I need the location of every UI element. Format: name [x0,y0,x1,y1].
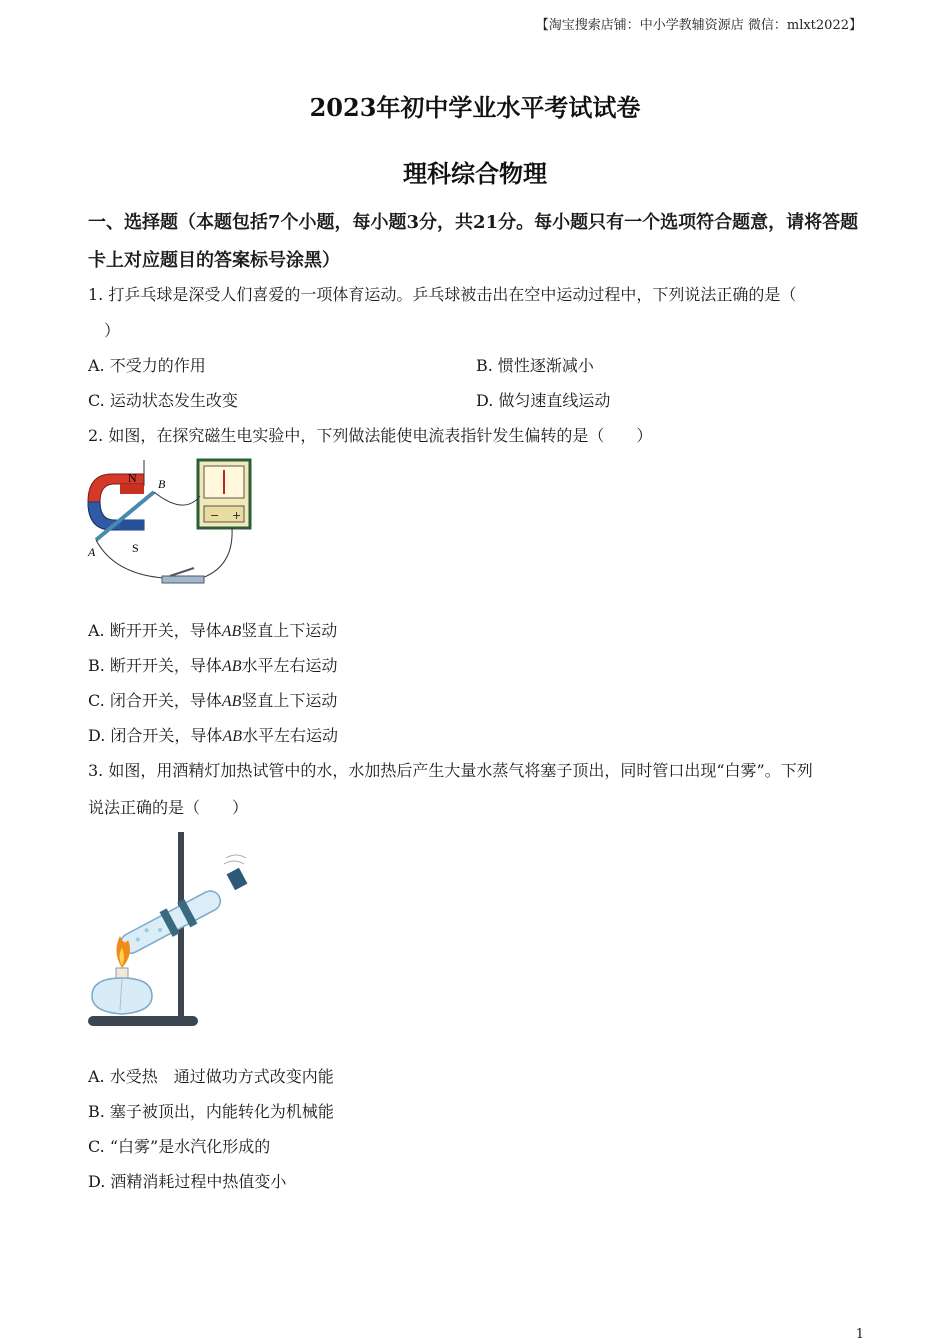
q3-option-c: C. “白雾”是水汽化形成的 [88,1137,271,1156]
q2-option-a-prefix: A. 断开开关，导体 [88,621,222,640]
q1-option-a: A. 不受力的作用 [88,356,206,375]
q1-stem: 1. 打乒乓球是深受人们喜爱的一项体育运动。乒乓球被击出在空中运动过程中，下列说法正确的是（ [88,285,797,304]
q3-option-d: D. 酒精消耗过程中热值变小 [88,1172,287,1191]
q2-option-a-var: AB [221,623,242,640]
q3-option-b: B. 塞子被顶出，内能转化为机械能 [88,1102,334,1121]
q2-option-d-prefix: D. 闭合开关，导体 [88,726,223,745]
q3-option-a: A. 水受热 通过做功方式改变内能 [88,1067,334,1086]
switch-lever [170,568,194,576]
q2-option-c-var: AB [221,693,242,710]
q2-option-b [88,656,338,677]
svg-text:+: + [232,509,242,522]
q2-option-d [88,726,338,747]
q2-stem: 2. 如图，在探究磁生电实验中，下列做法能使电流表指针发生偏转的是（ ） [88,426,653,445]
exam-title: 2023年初中学业水平考试试卷 [309,93,641,122]
q2-option-d-var: AB [222,728,242,745]
label-s: S [132,541,139,555]
conductor-ab [96,492,154,540]
q3-figure-alcohol-lamp [84,828,256,1034]
label-n: N [128,471,137,485]
label-a: A [88,545,96,559]
svg-text:−: − [210,509,220,522]
q2-option-c-prefix: C. 闭合开关，导体 [88,691,222,710]
q1-stem-cont: ） [104,321,121,340]
magnet-n-pole [120,484,144,494]
switch-base [162,576,204,583]
q2-option-b-suffix: 水平左右运动 [241,656,338,675]
q2-figure-magnet-circuit [84,456,260,592]
section-heading: 一、选择题（本题包括7个小题，每小题3分，共21分。每小题只有一个选项符合题意，请将答题卡上对应题目的答案标号涂黑） [88,212,859,271]
q1-option-d: D. 做匀速直线运动 [476,391,611,410]
exam-subtitle: 理科综合物理 [403,159,547,188]
q2-option-a-suffix: 竖直上下运动 [241,621,338,640]
test-tube [115,884,225,960]
page-number: 1 [855,1327,864,1342]
q2-option-c [88,691,337,712]
q1-option-b: B. 惯性逐渐减小 [476,356,594,375]
magnet-s-pole [120,520,144,530]
q3-stem-cont: 说法正确的是（ ） [88,798,249,817]
q3-stem: 3. 如图，用酒精灯加热试管中的水，水加热后产生大量水蒸气将塞子顶出，同时管口出现“白雾”。下列 [88,761,813,780]
q2-option-b-prefix: B. 断开开关，导体 [88,656,222,675]
q2-option-a [88,621,337,642]
label-b: B [158,477,166,491]
q2-option-c-suffix: 竖直上下运动 [241,691,338,710]
q2-option-b-var: AB [221,658,242,675]
header-note: 【淘宝搜索店铺：中小学教辅资源店 微信：mlxt2022】 [535,18,862,33]
q2-option-d-suffix: 水平左右运动 [241,726,338,745]
q1-option-c: C. 运动状态发生改变 [88,391,238,410]
cork [227,868,248,890]
